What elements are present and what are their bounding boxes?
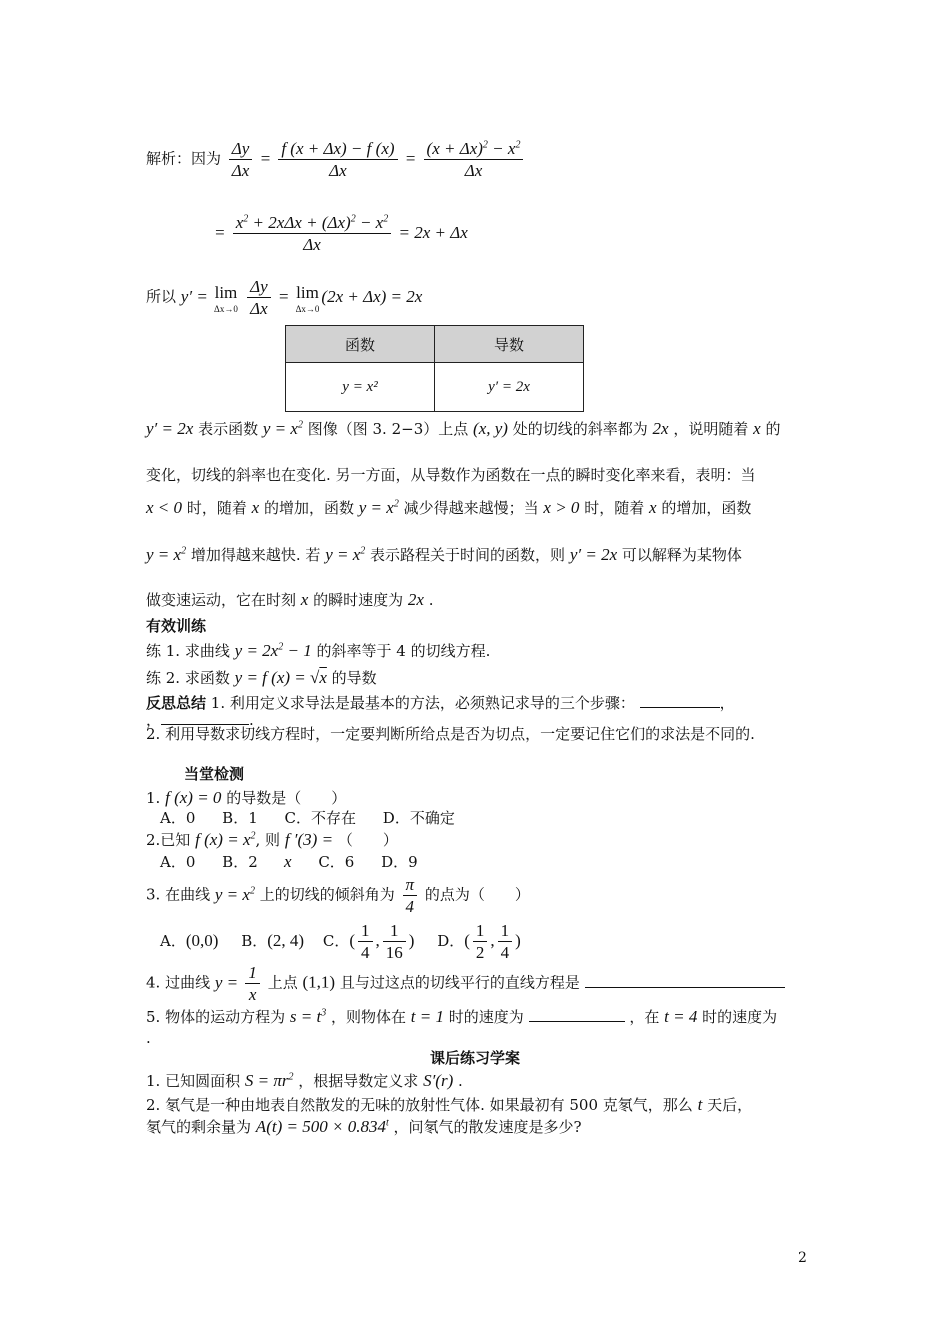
option-c[interactable]: C．不存在	[284, 809, 357, 827]
analysis-line2	[214, 212, 878, 256]
test-q5-end: .	[146, 1029, 151, 1047]
test-q3: 3. 在曲线 $y = x^2$ 上的切线的倾斜角为 $\frac{\pi}{4}$ 的点为（ ）	[146, 875, 530, 917]
reflection-item2: 2. 利用导数求切线方程时，一定要判断所给点是否为切点，一定要记住它们的求法是不同的.	[146, 725, 755, 743]
table-cell-function: y = x²	[286, 363, 435, 412]
blank-q5a[interactable]	[529, 1021, 625, 1022]
option-a[interactable]: A．(0,0)	[160, 930, 219, 950]
reflection-blank-line: ， .	[146, 711, 254, 729]
analysis-line3-prefix: 所以	[146, 287, 177, 306]
option-d[interactable]: D．不确定	[382, 809, 455, 827]
homework-title: 课后练习学案	[429, 1049, 520, 1067]
practice-ex1: 练 1. 求曲线 $y = 2x^2 - 1$ 的斜率等于 4 的切线方程.	[146, 641, 491, 660]
table-header-function: 函数	[286, 326, 435, 363]
test-q1-options	[160, 808, 824, 828]
paragraph-line3: x < 0 时，随着 x 的增加，函数 $y = x^2$ 减少得越来越慢；当 x > 0 时，随着 x 的增加，函数	[146, 498, 752, 517]
reflection-title: 反思总结	[146, 694, 207, 712]
option-b[interactable]: B．1	[222, 809, 258, 827]
option-b[interactable]: B．(2, 4)	[241, 930, 305, 950]
practice-title: 有效训练	[146, 617, 207, 635]
paragraph-line5: 做变速运动，它在时刻 x 的瞬时速度为 2x .	[146, 590, 434, 609]
reflection-item1: 反思总结 1. 利用定义求导法是最基本的方法，必须熟记求导的三个步骤： ，	[146, 694, 735, 712]
formula-expansion: = $\frac{x^2 + 2x\Delta x + (\Delta x)^2 - x^2}{\Delta x}$ = 2x + Δx	[214, 213, 468, 255]
homework-q1: 1. 已知圆面积 $S = \pi r^2$ ，根据导数定义求 S′(r) .	[146, 1071, 463, 1090]
test-q3-options	[160, 920, 824, 964]
blank-step1[interactable]	[640, 707, 720, 708]
test-q5: 5. 物体的运动方程为 $s = t^3$ ，则物体在 t = 1 时的速度为 ，在 t = 4 时的速度为	[146, 1007, 778, 1026]
test-q4: 4. 过曲线 y = $\frac{1}{x}$ 上点 (1,1) 且与过这点的切线平行的直线方程是	[146, 962, 810, 1006]
table-header-derivative: 导数	[435, 326, 584, 363]
page-number: 2	[798, 1250, 807, 1266]
paragraph-line4: $y = x^2$ 增加得越来越快. 若 $y = x^2$ 表示路程关于时间的函数，则 y′ = 2x 可以解释为某物体	[146, 545, 742, 564]
derivative-table	[285, 325, 584, 412]
blank-q4[interactable]	[585, 987, 785, 988]
option-a[interactable]: A．0	[160, 853, 196, 871]
option-b[interactable]: B．2 x	[222, 852, 292, 871]
option-d[interactable]: D．9	[381, 853, 418, 871]
test-q2: 2.已知 f $(x) = x^2$, 则 f ′(3) = （ ）	[146, 830, 398, 849]
homework-q2: 2. 氡气是一种由地表自然散发的无味的放射性气体. 如果最初有 500 克氡气，那么 t 天后，	[146, 1095, 753, 1114]
option-d[interactable]: D．( $\frac{1}{2}$ , $\frac{1}{4}$ )	[437, 921, 521, 963]
homework-q2-line2: 氡气的剩余量为 $A(t) = 500 \times 0.834^t$ ，问氡气的散发速度是多少?	[146, 1117, 582, 1136]
option-c[interactable]: C．6	[318, 853, 355, 871]
practice-ex2: 练 2. 求函数 y = f (x) = √x 的导数	[146, 668, 377, 687]
option-a[interactable]: A．0	[160, 809, 196, 827]
option-c[interactable]: C．( $\frac{1}{4}$ , $\frac{1}{16}$ )	[322, 921, 415, 963]
analysis-prefix: 解析：因为	[146, 149, 222, 168]
test-q2-options	[160, 851, 824, 874]
formula-difference-quotient: $\frac{\Delta y}{\Delta x}$ = $\frac{f (x + \Delta x) - f (x)}{\Delta x}$ = $\frac{(x + \Delta x)^2 - x^2}{\Delta x}$	[226, 149, 527, 168]
table-cell-derivative: y′ = 2x	[435, 363, 584, 412]
test-q1: 1. f (x) = 0 的导数是（ ）	[146, 788, 347, 807]
analysis-line1	[146, 138, 810, 182]
paragraph-line2: 变化，切线的斜率也在变化. 另一方面，从导数作为函数在一点的瞬时变化率来看，表明：当	[146, 466, 756, 484]
analysis-line3	[146, 276, 810, 320]
paragraph-line1: y′ = 2x 表示函数 $y = x^2$ 图像（图 3. 2−3）上点 (x, y) 处的切线的斜率都为 2x ，说明随着 x 的	[146, 419, 781, 438]
test-title: 当堂检测	[184, 765, 245, 783]
formula-limit: y′ = lim Δx→0 $\frac{\Delta y}{\Delta x}$ = lim Δx→0 (2x + Δx) = 2x	[180, 277, 423, 319]
